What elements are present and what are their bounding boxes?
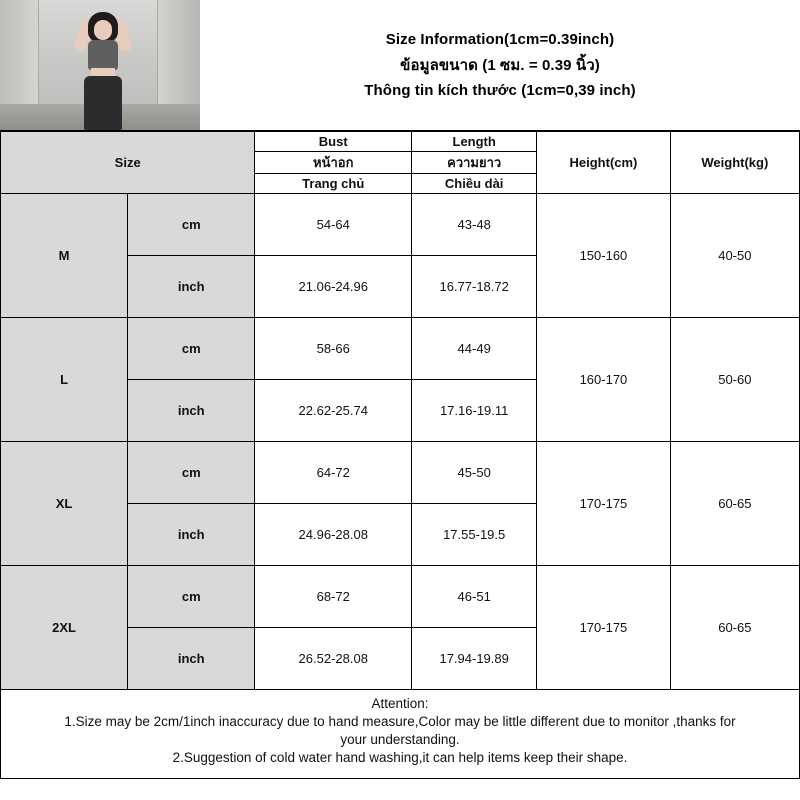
table-row <box>1 442 800 504</box>
model-face <box>94 20 112 40</box>
header-length-en: Length <box>412 132 536 152</box>
header <box>0 0 800 131</box>
header-length-vi: Chiều dài <box>444 176 504 191</box>
attention-line-1: 1.Size may be 2cm/1inch inaccuracy due to hand measure,Color may be little different due to monitor ,thanks for <box>64 714 736 729</box>
cell-weight: 40-50 <box>670 194 799 318</box>
cell-length-inch: 17.16-19.11 <box>412 380 537 442</box>
model-pants <box>84 76 122 130</box>
title-line-vi: Thông tin kích thước (1cm=0,39 inch) <box>364 82 636 99</box>
cell-bust-cm: 58-66 <box>255 318 412 380</box>
product-photo <box>0 0 200 130</box>
header-weight: Weight(kg) <box>670 132 799 194</box>
cell-length-inch: 17.55-19.5 <box>412 504 537 566</box>
row-unit-cm: cm <box>128 194 255 256</box>
row-unit-inch: inch <box>128 504 255 566</box>
row-unit-inch: inch <box>128 256 255 318</box>
header-size: Size <box>1 132 255 194</box>
cell-bust-inch: 26.52-28.08 <box>255 628 412 690</box>
row-unit-inch: inch <box>128 628 255 690</box>
model-figure <box>72 12 134 130</box>
table-row <box>1 194 800 256</box>
size-table <box>0 131 800 690</box>
model-top <box>88 40 118 70</box>
cell-length-inch: 16.77-18.72 <box>412 256 537 318</box>
cell-height: 150-160 <box>537 194 671 318</box>
header-length <box>412 132 537 194</box>
cell-weight: 60-65 <box>670 442 799 566</box>
cell-bust-inch: 21.06-24.96 <box>255 256 412 318</box>
attention-line-1b: your understanding. <box>340 732 460 748</box>
header-bust-en: Bust <box>255 132 411 152</box>
title-block <box>200 0 800 130</box>
table-header-row <box>1 132 800 194</box>
cell-weight: 60-65 <box>670 566 799 690</box>
cell-length-cm: 44-49 <box>412 318 537 380</box>
row-size-label: L <box>1 318 128 442</box>
cell-height: 170-175 <box>537 442 671 566</box>
row-unit-cm: cm <box>128 566 255 628</box>
cell-height: 170-175 <box>537 566 671 690</box>
row-size-label: M <box>1 194 128 318</box>
header-bust-th: หน้าอก <box>255 152 411 174</box>
cell-height: 160-170 <box>537 318 671 442</box>
table-row <box>1 318 800 380</box>
attention-line-2: 2.Suggestion of cold water hand washing,it can help items keep their shape. <box>172 750 628 766</box>
table-row <box>1 566 800 628</box>
header-length-th: ความยาว <box>412 152 536 174</box>
cell-bust-inch: 22.62-25.74 <box>255 380 412 442</box>
attention-block <box>0 690 800 779</box>
row-size-label: 2XL <box>1 566 128 690</box>
row-unit-cm: cm <box>128 318 255 380</box>
row-unit-cm: cm <box>128 442 255 504</box>
cell-bust-inch: 24.96-28.08 <box>255 504 412 566</box>
header-bust <box>255 132 412 194</box>
header-bust-vi: Trang chủ <box>302 176 365 191</box>
title-line-en: Size Information(1cm=0.39inch) <box>385 31 615 48</box>
cell-weight: 50-60 <box>670 318 799 442</box>
row-size-label: XL <box>1 442 128 566</box>
cell-bust-cm: 64-72 <box>255 442 412 504</box>
title-line-th: ข้อมูลขนาด (1 ซม. = 0.39 นิ้ว) <box>400 57 600 74</box>
cell-bust-cm: 68-72 <box>255 566 412 628</box>
row-unit-inch: inch <box>128 380 255 442</box>
attention-title: Attention: <box>371 696 429 711</box>
cell-length-cm: 46-51 <box>412 566 537 628</box>
cell-length-cm: 43-48 <box>412 194 537 256</box>
cell-length-cm: 45-50 <box>412 442 537 504</box>
cell-bust-cm: 54-64 <box>255 194 412 256</box>
cell-length-inch: 17.94-19.89 <box>412 628 537 690</box>
header-height: Height(cm) <box>537 132 671 194</box>
